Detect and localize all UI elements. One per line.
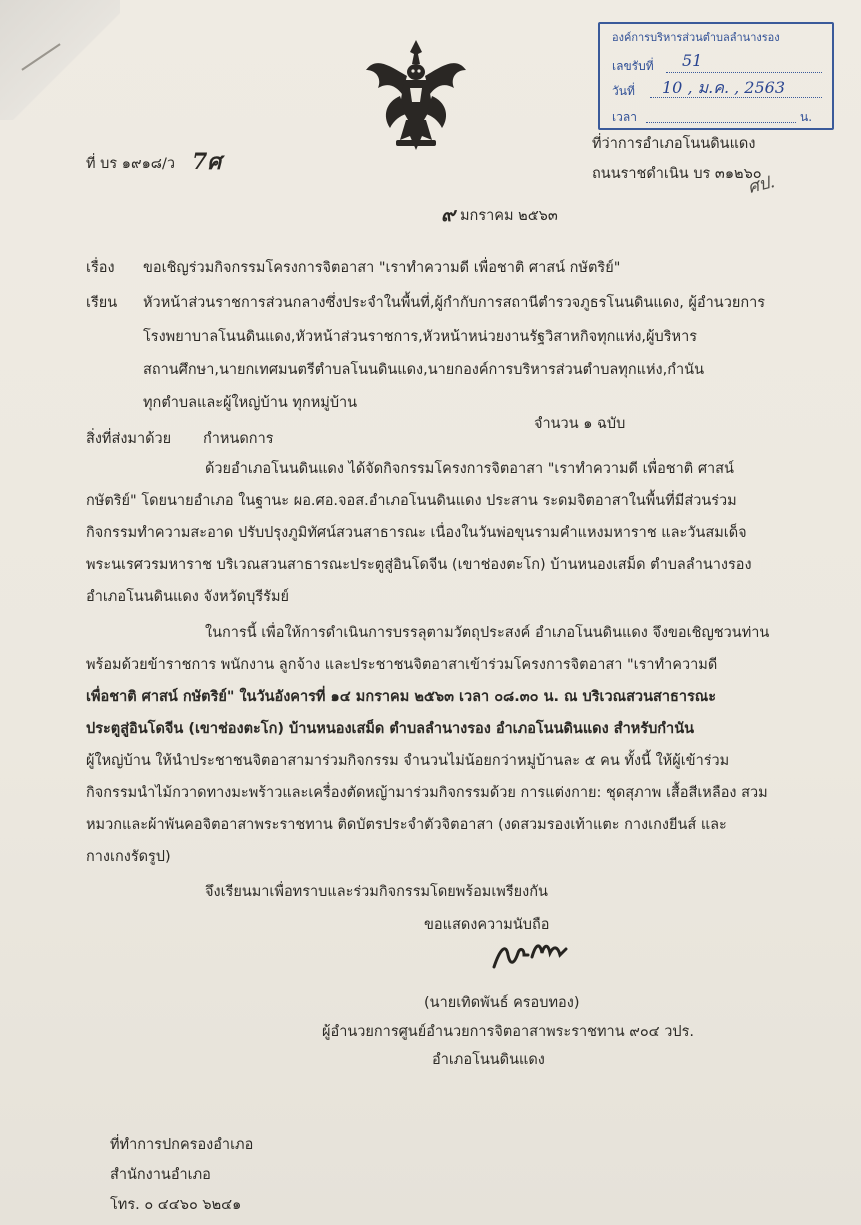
recipient-line-4: ทุกตำบลและผู้ใหญ่บ้าน ทุกหมู่บ้าน: [143, 395, 358, 411]
enclosure-label: สิ่งที่ส่งมาด้วย: [86, 431, 172, 447]
recipient-line-1: หัวหน้าส่วนราชการส่วนกลางซึ่งประจำในพื้นที่,ผู้กำกับการสถานีตำรวจภูธรโนนดินแดง, ผู้อำนวยการ: [143, 295, 766, 311]
reference-handwritten: 7ศ: [192, 149, 222, 175]
signer-position: ผู้อำนวยการศูนย์อำนวยการจิตอาสาพระราชทาน ๙๐๔ วปร.: [322, 1024, 695, 1040]
office-address: ถนนราชดำเนิน บร ๓๑๒๖๐: [592, 166, 762, 182]
footer-department: ที่ทำการปกครองอำเภอ: [110, 1137, 254, 1153]
stamp-receive-no: 51: [682, 51, 703, 70]
stamp-time-label: เวลา: [612, 110, 637, 124]
closing-text: จึงเรียนมาเพื่อทราบและร่วมกิจกรรมโดยพร้อมเพรียงกัน: [205, 884, 548, 900]
recipient-line-2: โรงพยาบาลโนนดินแดง,หัวหน้าส่วนราชการ,หัวหน้าหน่วยงานรัฐวิสาหกิจทุกแห่ง,ผู้บริหาร: [143, 329, 698, 345]
para1-line-4: พระนเรศวรมหาราช บริเวณสวนสาธารณะประตูสู่อินโดจีน (เขาช่องตะโก) บ้านหนองเสม็ด ตำบลลำนางรอง: [86, 557, 752, 573]
stamp-time-line: [646, 122, 796, 123]
para2-line-8: กางเกงรัดรูป): [86, 849, 171, 865]
stamp-receive-label: เลขรับที่: [612, 59, 654, 73]
recipient-label: เรียน: [86, 295, 118, 311]
folded-corner: [0, 0, 120, 120]
date-handwritten: ๙: [441, 204, 455, 226]
subject-text: ขอเชิญร่วมกิจกรรมโครงการจิตอาสา "เราทำความดี เพื่อชาติ ศาสน์ กษัตริย์": [143, 260, 621, 276]
footer-phone: โทร. ๐ ๔๔๖๐ ๖๒๔๑: [110, 1197, 242, 1213]
enclosure-item: กำหนดการ: [203, 431, 274, 447]
enclosure-quantity: จำนวน ๑ ฉบับ: [534, 416, 626, 432]
signer-name: (นายเทิดพันธ์ ครอบทอง): [424, 995, 580, 1011]
para2-line-6: กิจกรรมนำไม้กวาดทางมะพร้าวและเครื่องตัดหญ้ามาร่วมกิจกรรมด้วย การแต่งกาย: ชุดสุภาพ เสื้อสีเหลือง สวม: [86, 785, 768, 801]
receiving-stamp: [598, 22, 834, 130]
office-name: ที่ว่าการอำเภอโนนดินแดง: [592, 136, 756, 152]
para2-line-2: พร้อมด้วยข้าราชการ พนักงาน ลูกจ้าง และประชาชนจิตอาสาเข้าร่วมโครงการจิตอาสา "เราทำความดี: [86, 657, 718, 673]
letter-date: มกราคม ๒๕๖๓: [460, 208, 558, 224]
margin-note: ศป.: [745, 172, 777, 198]
para1-line-2: กษัตริย์" โดยนายอำเภอ ในฐานะ ผอ.ศอ.จอส.อำเภอโนนดินแดง ประสาน ระดมจิตอาสาในพื้นที่มีส่วนร่วม: [86, 493, 737, 509]
reference-number: ที่ บร ๑๙๑๘/ว: [86, 156, 176, 172]
recipient-line-3: สถานศึกษา,นายกเทศมนตรีตำบลโนนดินแดง,นายกองค์การบริหารส่วนตำบลทุกแห่ง,กำนัน: [143, 362, 704, 378]
handwritten-signature: [490, 935, 570, 975]
stamp-org: องค์การบริหารส่วนตำบลลำนางรอง: [612, 31, 780, 44]
para2-line-3: เพื่อชาติ ศาสน์ กษัตริย์" ในวันอังคารที่ ๑๔ มกราคม ๒๕๖๓ เวลา ๐๘.๓๐ น. ณ บริเวณสวนสาธารณะ: [86, 689, 716, 705]
subject-label: เรื่อง: [86, 260, 115, 276]
stamp-receive-line: [666, 72, 822, 73]
stamp-date-value: 10 , ม.ค. , 2563: [662, 78, 786, 97]
footer-section: สำนักงานอำเภอ: [110, 1167, 211, 1183]
para1-line-1: ด้วยอำเภอโนนดินแดง ได้จัดกิจกรรมโครงการจิตอาสา "เราทำความดี เพื่อชาติ ศาสน์: [205, 461, 734, 477]
stamp-time-unit: น.: [800, 110, 813, 124]
para2-line-1: ในการนี้ เพื่อให้การดำเนินการบรรลุตามวัตถุประสงค์ อำเภอโนนดินแดง จึงขอเชิญชวนท่าน: [205, 625, 770, 641]
para2-line-4: ประตูสู่อินโดจีน (เขาช่องตะโก) บ้านหนองเสม็ด ตำบลลำนางรอง อำเภอโนนดินแดง สำหรับกำนัน: [86, 721, 695, 737]
para2-line-7: หมวกและผ้าพันคอจิตอาสาพระราชทาน ติดบัตรประจำตัวจิตอาสา (งดสวมรองเท้าแตะ กางเกงยีนส์ และ: [86, 817, 727, 833]
para1-line-5: อำเภอโนนดินแดง จังหวัดบุรีรัมย์: [86, 589, 289, 605]
para1-line-3: กิจกรรมทำความสะอาด ปรับปรุงภูมิทัศน์สวนสาธารณะ เนื่องในวันพ่อขุนรามคำแหงมหาราช และวันสมเด็จ: [86, 525, 747, 541]
garuda-emblem-icon: [360, 36, 472, 154]
signer-office: อำเภอโนนดินแดง: [432, 1052, 545, 1068]
para2-line-5: ผู้ใหญ่บ้าน ให้นำประชาชนจิตอาสามาร่วมกิจกรรม จำนวนไม่น้อยกว่าหมู่บ้านละ ๕ คน ทั้งนี้ ให้ผู้เข้าร่วม: [86, 753, 730, 769]
stamp-date-label: วันที่: [612, 84, 635, 98]
regards-text: ขอแสดงความนับถือ: [424, 917, 550, 933]
